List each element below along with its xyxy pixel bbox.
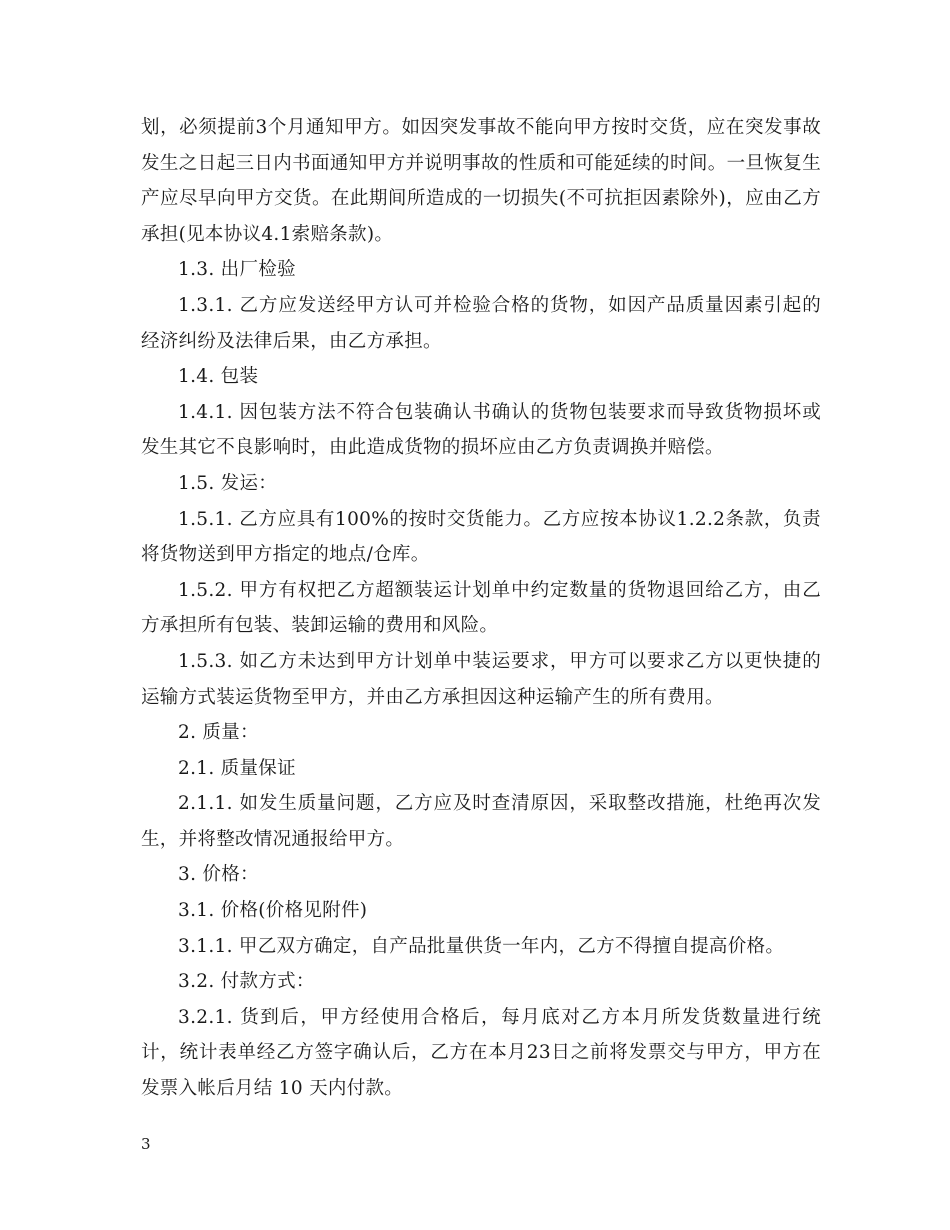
document-body [141,110,821,1107]
section-heading-1-5: 1.5. 发运： [178,472,278,494]
clause-3-1-1: 3.1.1. 甲乙双方确定，自产品批量供货一年内，乙方不得擅自提高价格。 [178,935,785,957]
section-heading-1-4: 1.4. 包装 [178,366,259,388]
clause-1-5-2: 1.5.2. 甲方有权把乙方超额装运计划单中约定数量的货物退回给乙方，由乙方承担所有包装、装卸运输的费用和风险。 [141,579,821,637]
paragraph-continuation: 划，必须提前3个月通知甲方。如因突发事故不能向甲方按时交货，应在突发事故发生之日起三日内书面通知甲方并说明事故的性质和可能延续的时间。一旦恢复生产应尽早向甲方交货。在此期间所造成的一切损失(不可抗拒因素除外)，应由乙方承担(见本协议4.1索赔条款)。 [141,117,821,245]
clause-3-2-1: 3.2.1. 货到后，甲方经使用合格后，每月底对乙方本月所发货数量进行统计，统计表单经乙方签字确认后，乙方在本月23日之前将发票交与甲方，甲方在发票入帐后月结 10 天内付款。 [141,1006,821,1100]
clause-1-5-1: 1.5.1. 乙方应具有100%的按时交货能力。乙方应按本协议1.2.2条款，负责将货物送到甲方指定的地点/仓库。 [141,508,821,566]
section-heading-3-1: 3.1. 价格(价格见附件) [178,900,368,922]
clause-1-4-1: 1.4.1. 因包装方法不符合包装确认书确认的货物包装要求而导致货物损坏或发生其它不良影响时，由此造成货物的损坏应由乙方负责调换并赔偿。 [141,401,821,459]
section-heading-1-3: 1.3. 出厂检验 [178,259,296,281]
section-heading-3-2: 3.2. 付款方式： [178,971,315,993]
page-number: 3 [141,1135,151,1153]
section-heading-3: 3. 价格： [178,864,259,886]
section-heading-2-1: 2.1. 质量保证 [178,757,296,779]
clause-1-5-3: 1.5.3. 如乙方未达到甲方计划单中装运要求，甲方可以要求乙方以更快捷的运输方式装运货物至甲方，并由乙方承担因这种运输产生的所有费用。 [141,650,821,708]
section-heading-2: 2. 质量： [178,722,259,744]
clause-1-3-1: 1.3.1. 乙方应发送经甲方认可并检验合格的货物，如因产品质量因素引起的经济纠纷及法律后果，由乙方承担。 [141,294,821,352]
clause-2-1-1: 2.1.1. 如发生质量问题，乙方应及时查清原因，采取整改措施，杜绝再次发生，并将整改情况通报给甲方。 [141,793,821,850]
